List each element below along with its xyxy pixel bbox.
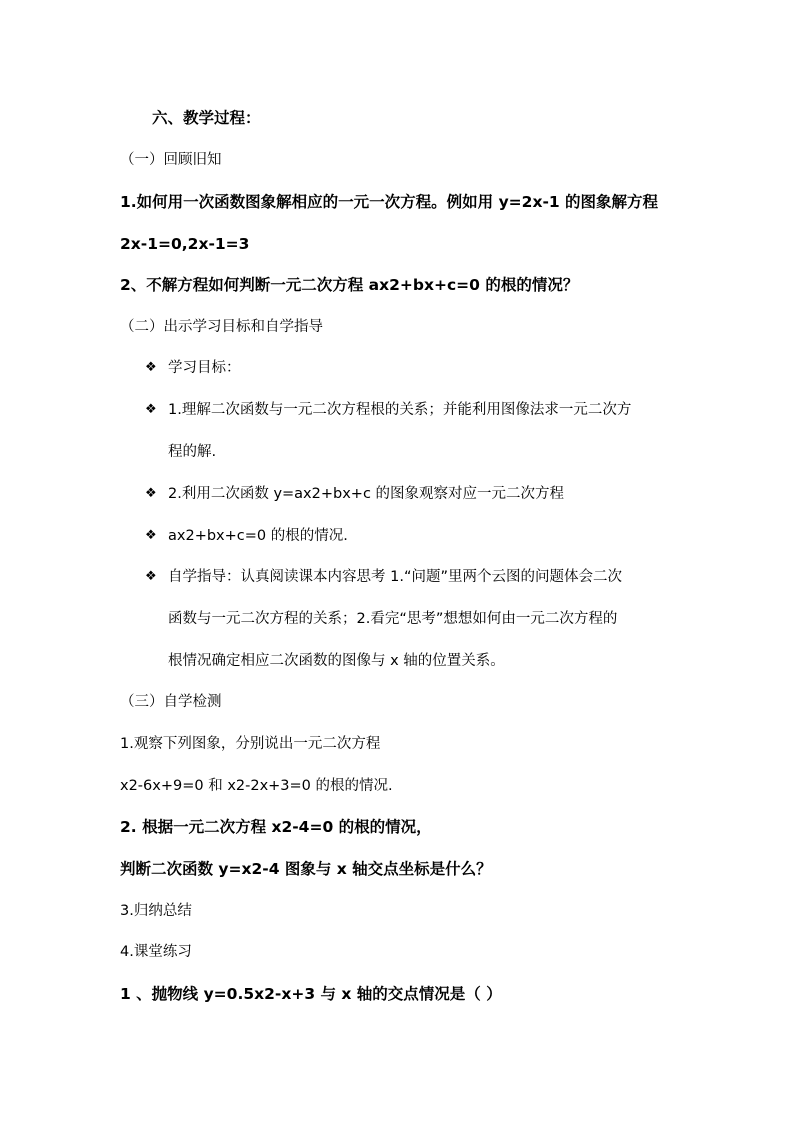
- question-2: 2、不解方程如何判断一元二次方程 ax2+bx+c=0 的根的情况？: [120, 276, 579, 294]
- exercise-1: 1 、抛物线 y=0.5x2-x+3 与 x 轴的交点情况是（ ）: [120, 985, 502, 1003]
- section-title: 六、教学过程：: [152, 109, 261, 127]
- check-2-line-1: 2. 根据一元二次方程 x2-4=0 的根的情况，: [120, 818, 432, 836]
- bullet-icon: ❖: [145, 360, 157, 375]
- check-2-line-2: 判断二次函数 y=x2-4 图象与 x 轴交点坐标是什么？: [120, 860, 492, 878]
- part1-title: （一）回顾旧知: [120, 152, 222, 168]
- question-1-line-1: 1.如何用一次函数图象解相应的一元一次方程。例如用 y=2x-1 的图象解方程: [120, 193, 659, 211]
- question-1-line-2: 2x-1=0,2x-1=3: [120, 235, 250, 253]
- goal-1-line-2: 程的解.: [168, 444, 217, 460]
- check-1-line-1: 1.观察下列图象，分别说出一元二次方程: [120, 736, 381, 752]
- part2-title: （二）出示学习目标和自学指导: [120, 319, 323, 335]
- goal-1-line-1: 1.理解二次函数与一元二次方程根的关系；并能利用图像法求一元二次方: [168, 402, 632, 418]
- bullet-icon: ❖: [145, 528, 157, 543]
- check-1-line-2: x2-6x+9=0 和 x2-2x+3=0 的根的情况.: [120, 778, 393, 794]
- bullet-icon: ❖: [145, 569, 157, 584]
- item-4: 4.课堂练习: [120, 944, 192, 960]
- guide-line-3: 根情况确定相应二次函数的图像与 x 轴的位置关系。: [168, 653, 505, 669]
- goal-2-line-1: 2.利用二次函数 y=ax2+bx+c 的图象观察对应一元二次方程: [168, 486, 565, 502]
- item-3: 3.归纳总结: [120, 903, 192, 919]
- bullet-icon: ❖: [145, 402, 157, 417]
- guide-line-2: 函数与一元二次方程的关系；2.看完“思考”想想如何由一元二次方程的: [168, 611, 618, 627]
- bullet-icon: ❖: [145, 486, 157, 501]
- part3-title: （三）自学检测: [120, 694, 222, 710]
- guide-line-1: 自学指导：认真阅读课本内容思考 1.“问题”里两个云图的问题体会二次: [168, 569, 622, 585]
- goal-2-line-2: ax2+bx+c=0 的根的情况.: [168, 528, 348, 544]
- goal-title: 学习目标：: [168, 360, 241, 376]
